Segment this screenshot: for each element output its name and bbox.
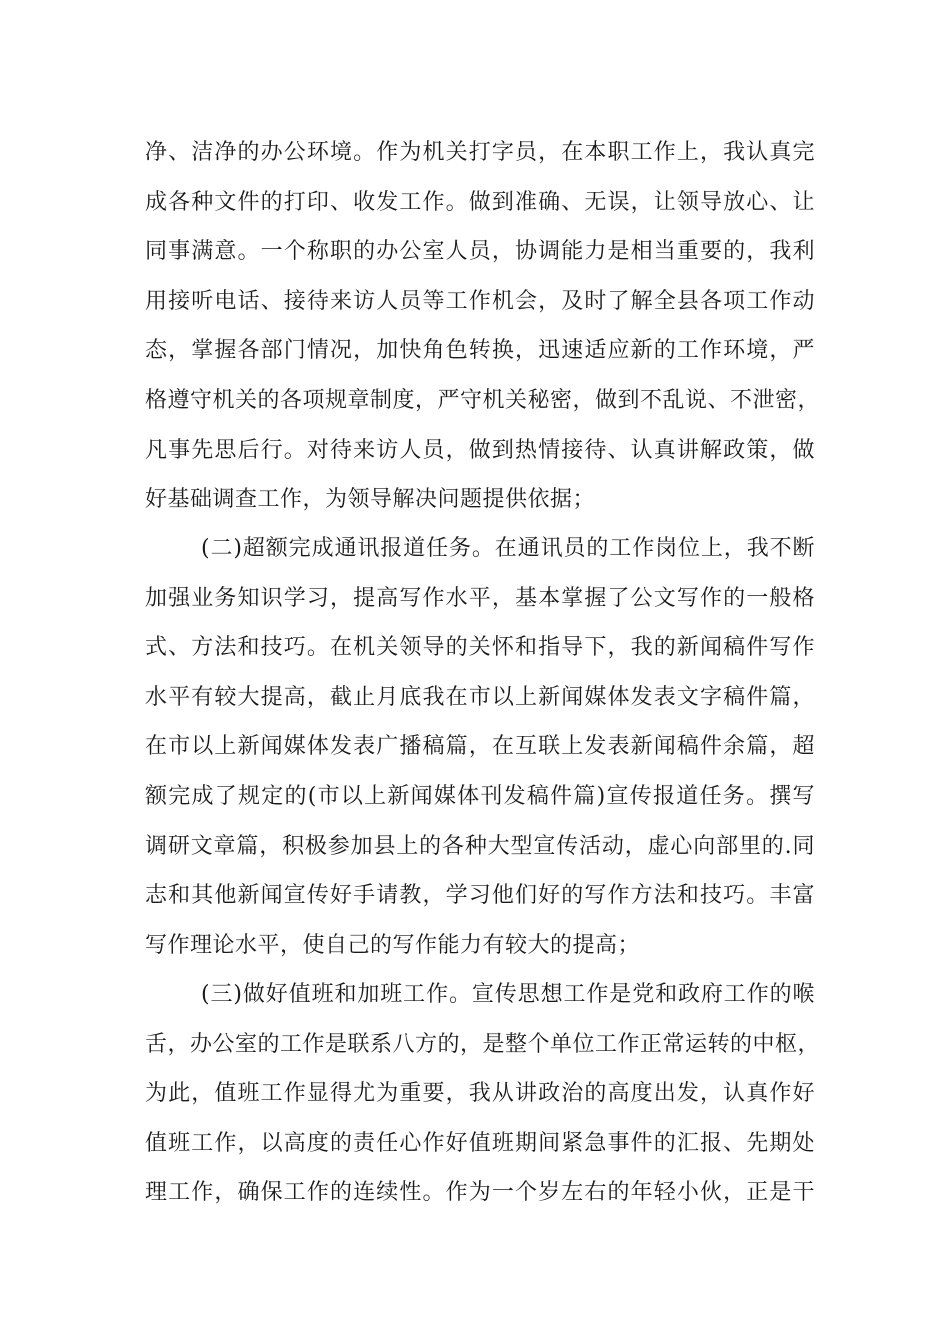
text-line: 额完成了规定的(市以上新闻媒体刊发稿件篇)宣传报道任务。撰写 xyxy=(145,783,815,809)
paragraph-news-reporting xyxy=(145,524,815,970)
text-line: 格遵守机关的各项规章制度，严守机关秘密，做到不乱说、不泄密， xyxy=(145,387,821,413)
text-line: 为此，值班工作显得尤为重要，我从讲政治的高度出发，认真作好 xyxy=(145,1081,815,1107)
text-line: 凡事先思后行。对待来访人员，做到热情接待、认真讲解政策，做 xyxy=(145,437,815,463)
text-line: 用接听电话、接待来访人员等工作机会，及时了解全县各项工作动 xyxy=(145,288,815,314)
text-line: (二)超额完成通讯报道任务。在通讯员的工作岗位上，我不断 xyxy=(201,536,815,561)
text-line: 值班工作，以高度的责任心作好值班期间紧急事件的汇报、先期处 xyxy=(145,1130,815,1156)
text-line: (三)做好值班和加班工作。宣传思想工作是党和政府工作的喉 xyxy=(201,982,815,1007)
text-line: 水平有较大提高，截止月底我在市以上新闻媒体发表文字稿件篇， xyxy=(145,684,815,710)
text-line: 理工作，确保工作的连续性。作为一个岁左右的年轻小伙，正是干 xyxy=(145,1180,815,1206)
text-line: 成各种文件的打印、收发工作。做到准确、无误，让领导放心、让 xyxy=(145,189,815,215)
text-line: 舌，办公室的工作是联系八方的，是整个单位工作正常运转的中枢， xyxy=(145,1031,821,1057)
text-line: 调研文章篇，积极参加县上的各种大型宣传活动，虚心向部里的.同 xyxy=(145,833,815,859)
text-line: 态，掌握各部门情况，加快角色转换，迅速适应新的工作环境，严 xyxy=(145,338,815,364)
paragraph-duty-overtime xyxy=(145,970,821,1218)
text-line: 好基础调查工作，为领导解决问题提供依据； xyxy=(145,487,596,513)
text-line: 式、方法和技巧。在机关领导的关怀和指导下，我的新闻稿件写作 xyxy=(145,635,815,661)
text-line: 同事满意。一个称职的办公室人员，协调能力是相当重要的，我利 xyxy=(145,239,815,265)
text-line: 写作理论水平，使自己的写作能力有较大的提高； xyxy=(145,932,641,958)
text-line: 志和其他新闻宣传好手请教，学习他们好的写作方法和技巧。丰富 xyxy=(145,883,815,909)
text-line: 在市以上新闻媒体发表广播稿篇，在互联上发表新闻稿件余篇，超 xyxy=(145,734,815,760)
text-line: 加强业务知识学习，提高写作水平，基本掌握了公文写作的一般格 xyxy=(145,585,815,611)
text-line: 净、洁净的办公环境。作为机关打字员，在本职工作上，我认真完 xyxy=(145,140,815,165)
paragraph-office-environment xyxy=(145,128,821,525)
